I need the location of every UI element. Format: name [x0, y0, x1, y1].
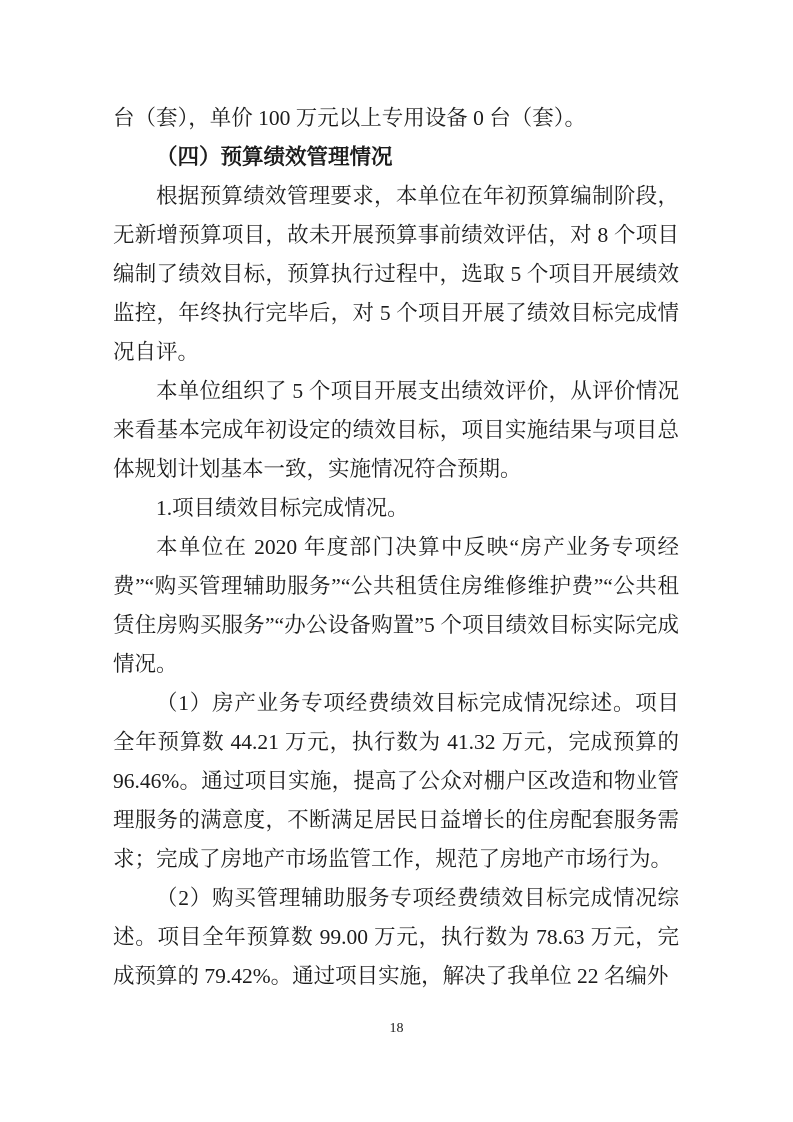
- paragraph-continuation: 台（套），单价 100 万元以上专用设备 0 台（套）。: [113, 106, 587, 130]
- paragraph-project-2-purchased-services: （2）购买管理辅助服务专项经费绩效目标完成情况综述。项目全年预算数 99.00 万元，执行数为 78.63 万元，完成预算的 79.42%。通过项目实施，解决了我单位 22 名编外: [113, 886, 679, 988]
- paragraph-evaluation-summary: 本单位组织了 5 个项目开展支出绩效评价，从评价情况来看基本完成年初设定的绩效目标，项目实施结果与项目总体规划计划基本一致，实施情况符合预期。: [113, 379, 679, 481]
- page-number: 18: [389, 1021, 404, 1036]
- document-body: [113, 99, 679, 996]
- section-heading-budget-performance: （四）预算绩效管理情况: [156, 145, 393, 169]
- paragraph-five-projects: 本单位在 2020 年度部门决算中反映“房产业务专项经费”“购买管理辅助服务”“公共租赁住房维修维护费”“公共租赁住房购买服务”“办公设备购置”5 个项目绩效目标实际完成情况。: [113, 535, 679, 676]
- paragraph-subheading-goal-completion: 1.项目绩效目标完成情况。: [156, 496, 409, 520]
- paragraph-performance-overview: 根据预算绩效管理要求，本单位在年初预算编制阶段，无新增预算项目，故未开展预算事前绩效评估，对 8 个项目编制了绩效目标，预算执行过程中，选取 5 个项目开展绩效监控，年终执行完毕后，对 5 个项目开展了绩效目标完成情况自评。: [113, 184, 679, 364]
- paragraph-project-1-housing-funds: （1）房产业务专项经费绩效目标完成情况综述。项目全年预算数 44.21 万元，执行数为 41.32 万元，完成预算的 96.46%。通过项目实施，提高了公众对棚户区改造和物业管理服务的满意度，不断满足居民日益增长的住房配套服务需求；完成了房地产市场监管工作，规范了房地产市场行为。: [113, 691, 679, 871]
